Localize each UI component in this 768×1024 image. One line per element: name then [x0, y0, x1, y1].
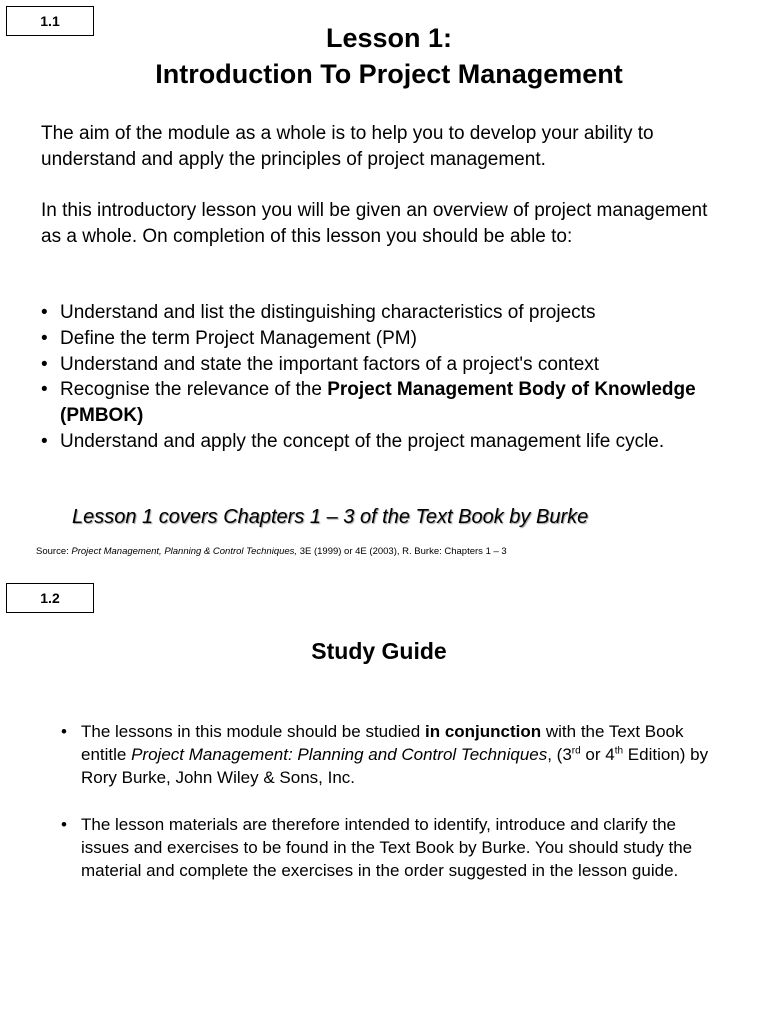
chapters-covered-note: Lesson 1 covers Chapters 1 – 3 of the Text Book by Burke: [72, 506, 589, 528]
bullet-icon: •: [41, 379, 48, 401]
list-item: • The lessons in this module should be studied in conjunction with the Text Book entitle Project Management: Planning and Control Techniques, (3rd or 4th Edition) by Rory Burke, John Wiley & Sons, Inc.: [61, 722, 709, 787]
list-item: • The lesson materials are therefore intended to identify, introduce and clarify the issues and exercises to be found in the Text Book by Burke. You should study the material and complete the exercises in the order suggested in the lesson guide.: [61, 815, 693, 880]
lesson-title: Lesson 1:: [325, 23, 453, 53]
study-guide-list: [61, 813, 721, 882]
study-guide-list: [61, 720, 721, 789]
bullet-icon: •: [41, 302, 48, 323]
slide-number-label: 1.2: [6, 583, 94, 613]
slide-number-label: 1.1: [6, 6, 94, 36]
pmbok-term: Project Management Body of Knowledge (PMBOK): [60, 379, 696, 427]
lesson-subtitle: Introduction To Project Management: [155, 59, 623, 89]
list-item: • Recognise the relevance of the Project Management Body of Knowledge (PMBOK): [41, 379, 696, 427]
overview-paragraph: In this introductory lesson you will be given an overview of project management as a whole. On completion of this lesson you should be able to:: [41, 200, 708, 247]
list-item: • Understand and list the distinguishing characteristics of projects: [41, 300, 731, 326]
textbook-title: Project Management: Planning and Control Techniques: [131, 745, 548, 764]
bullet-icon: •: [41, 353, 48, 375]
source-book-title: Project Management, Planning & Control Techniques,: [71, 546, 298, 557]
bullet-icon: •: [41, 430, 48, 452]
list-item: • Define the term Project Management (PM): [41, 326, 731, 352]
bullet-icon: •: [41, 327, 48, 349]
list-item: • Understand and apply the concept of the project management life cycle.: [41, 429, 731, 455]
study-guide-title: Study Guide: [311, 638, 447, 664]
bullet-icon: •: [61, 722, 67, 741]
intro-paragraph: The aim of the module as a whole is to help you to develop your ability to understand and apply the principles of project management.: [41, 123, 654, 170]
objectives-list: [41, 300, 731, 455]
bullet-icon: •: [61, 815, 67, 834]
list-item: • Understand and state the important factors of a project's context: [41, 352, 731, 378]
source-citation: Source: Project Management, Planning & Control Techniques, 3E (1999) or 4E (2003), R. Burke: Chapters 1 – 3: [36, 546, 507, 557]
